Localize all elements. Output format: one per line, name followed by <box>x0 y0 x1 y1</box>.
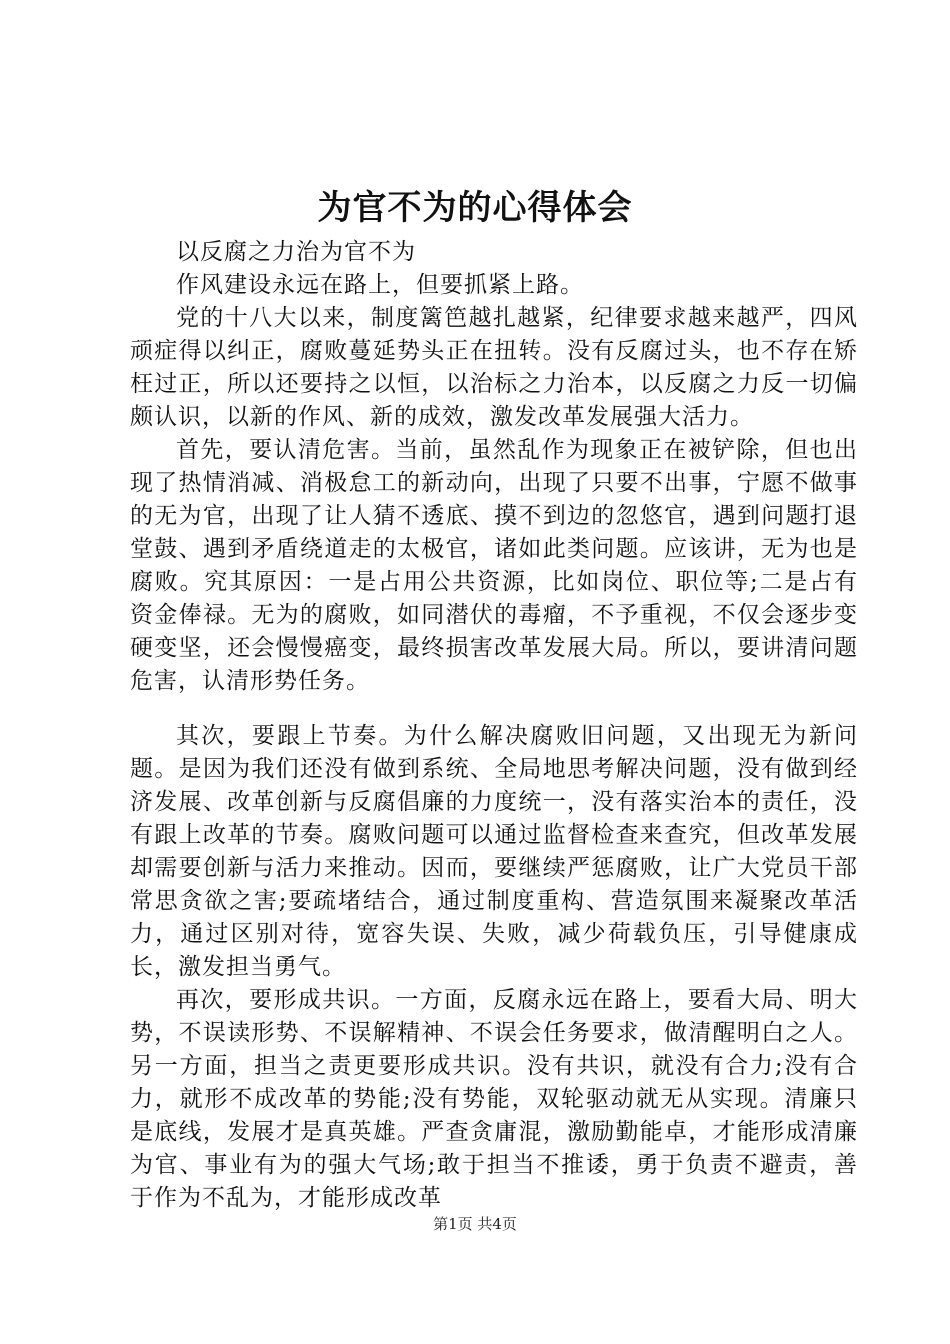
paragraph-third-point: 再次，要形成共识。一方面，反腐永远在路上，要看大局、明大势，不误读形势、不误解精神、不误会任务要求，做清醒明白之人。另一方面，担当之责更要形成共识。没有共识，就没有合力;没有合力，就形不成改革的势能;没有势能，双轮驱动就无从实现。清廉只是底线，发展才是真英雄。严查贪庸混，激励勤能卓，才能形成清廉为官、事业有为的强大气场;敢于担当不推诿，勇于负责不避责，善于作为不乱为，才能形成改革 <box>130 987 858 1211</box>
paragraph-gap <box>130 698 858 720</box>
page-footer: 第1页 共4页 <box>433 1215 517 1233</box>
paragraph-lead: 作风建设永远在路上，但要抓紧上路。 <box>176 272 584 298</box>
document-body <box>130 236 858 1215</box>
paragraph-intro: 党的十八大以来，制度篱笆越扎越紧，纪律要求越来越严，四风顽症得以纠正，腐败蔓延势头正在扭转。没有反腐过头，也不存在矫枉过正，所以还要持之以恒，以治标之力治本，以反腐之力反一切偏颇认识，以新的作风、新的成效，激发改革发展强大活力。 <box>130 305 858 430</box>
page-title: 为官不为的心得体会 <box>317 188 633 228</box>
paragraph-subtitle: 以反腐之力治为官不为 <box>176 239 416 265</box>
paragraph-second-point: 其次，要跟上节奏。为什么解决腐败旧问题，又出现无为新问题。是因为我们还没有做到系统、全局地思考解决问题，没有做到经济发展、改革创新与反腐倡廉的力度统一，没有落实治本的责任，没有跟上改革的节奏。腐败问题可以通过监督检查来查究，但改革发展却需要创新与活力来推动。因而，要继续严惩腐败，让广大党员干部常思贪欲之害;要疏堵结合，通过制度重构、营造氛围来凝聚改革活力，通过区别对待，宽容失误、失败，减少荷载负压，引导健康成长，激发担当勇气。 <box>130 723 858 980</box>
paragraph-first-point: 首先，要认清危害。当前，虽然乱作为现象正在被铲除，但也出现了热情消减、消极怠工的新动向，出现了只要不出事，宁愿不做事的无为官，出现了让人猜不透底、摸不到边的忽悠官，遇到问题打退堂鼓、遇到矛盾绕道走的太极官，诸如此类问题。应该讲，无为也是腐败。究其原因：一是占用公共资源，比如岗位、职位等;二是占有资金俸禄。无为的腐败，如同潜伏的毒瘤，不予重视，不仅会逐步变硬变坚，还会慢慢癌变，最终损害改革发展大局。所以，要讲清问题危害，认清形势任务。 <box>130 437 858 694</box>
